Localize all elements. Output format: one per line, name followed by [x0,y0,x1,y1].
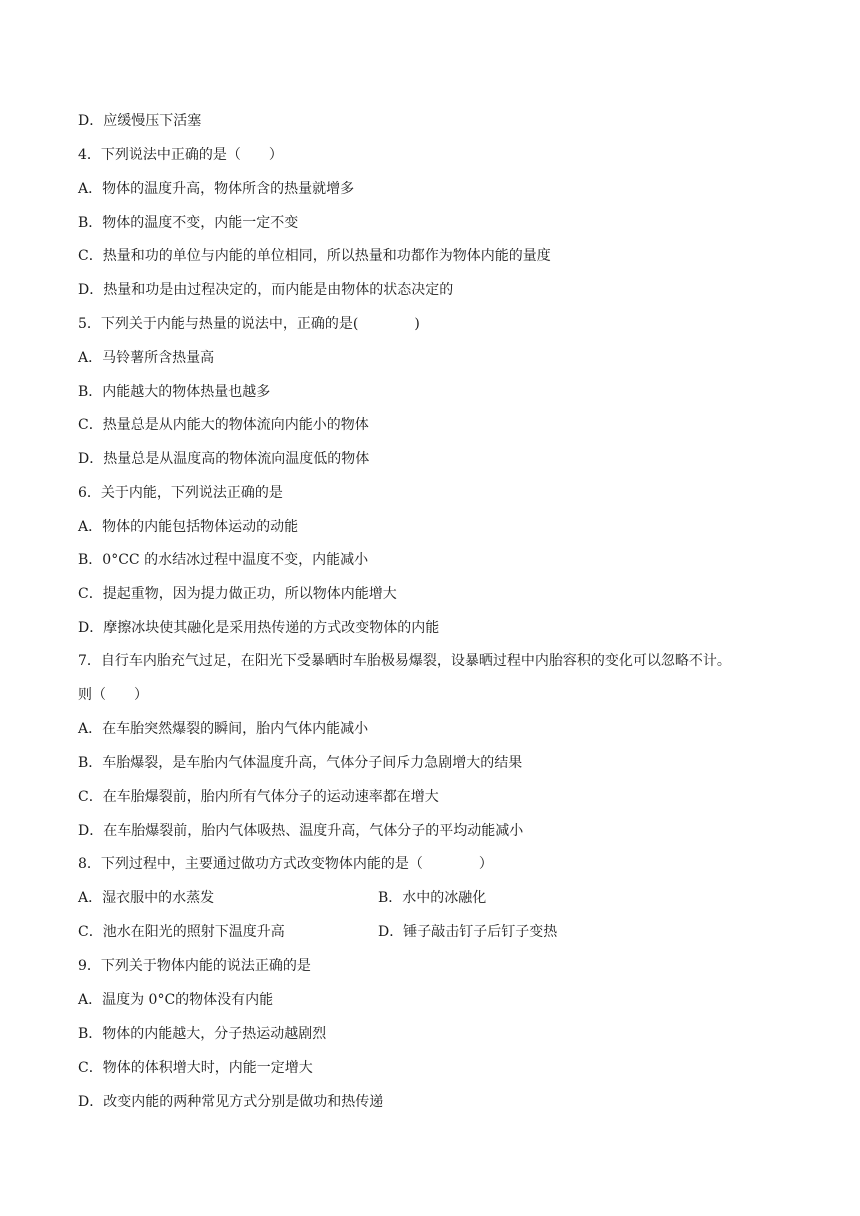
q4-stem: 4．下列说法中正确的是（ ） [78,147,283,163]
q5-stem: 5．下列关于内能与热量的说法中，正确的是( ) [78,316,420,332]
q6-option-c: C．提起重物，因为提力做正功，所以物体内能增大 [78,586,397,602]
q8-option-d: D．锤子敲击钉子后钉子变热 [378,924,558,940]
q9-stem: 9．下列关于物体内能的说法正确的是 [78,958,311,974]
q6-option-a: A．物体的内能包括物体运动的动能 [78,519,299,535]
q9-option-a: A．温度为 0°C的物体没有内能 [78,992,274,1008]
q8-option-c: C．池水在阳光的照射下温度升高 [78,924,285,940]
q5-option-c: C．热量总是从内能大的物体流向内能小的物体 [78,417,369,433]
q7-option-b: B．车胎爆裂，是车胎内气体温度升高，气体分子间斥力急剧增大的结果 [78,755,523,771]
q9-option-b: B．物体的内能越大，分子热运动越剧烈 [78,1026,327,1042]
q7-stem-line1: 7．自行车内胎充气过足，在阳光下受暴晒时车胎极易爆裂，设暴晒过程中内胎容积的变化可以忽略不计。 [78,653,731,669]
q8-option-a: A．湿衣服中的水蒸发 [78,890,215,906]
q5-option-a: A．马铃薯所含热量高 [78,350,215,366]
q6-option-b: B．0°CC 的水结冰过程中温度不变，内能减小 [78,552,369,568]
q4-option-d: D．热量和功是由过程决定的，而内能是由物体的状态决定的 [78,282,454,298]
q7-option-d: D．在车胎爆裂前，胎内气体吸热、温度升高，气体分子的平均动能减小 [78,823,524,839]
q6-option-d: D．摩擦冰块使其融化是采用热传递的方式改变物体的内能 [78,620,440,636]
q9-option-c: C．物体的体积增大时，内能一定增大 [78,1060,313,1076]
q7-option-c: C．在车胎爆裂前，胎内所有气体分子的运动速率都在增大 [78,789,439,805]
q4-option-b: B．物体的温度不变，内能一定不变 [78,215,299,231]
q6-stem: 6．关于内能，下列说法正确的是 [78,485,283,501]
q7-stem-line2: 则（ ） [78,687,148,703]
q5-option-d: D．热量总是从温度高的物体流向温度低的物体 [78,451,370,467]
q4-option-c: C．热量和功的单位与内能的单位相同，所以热量和功都作为物体内能的量度 [78,248,551,264]
q9-option-d: D．改变内能的两种常见方式分别是做功和热传递 [78,1094,384,1110]
q4-option-a: A．物体的温度升高，物体所含的热量就增多 [78,181,355,197]
q5-option-b: B．内能越大的物体热量也越多 [78,384,271,400]
q7-option-a: A．在车胎突然爆裂的瞬间，胎内气体内能减小 [78,721,369,737]
q3-option-d: D．应缓慢压下活塞 [78,113,202,129]
q8-stem: 8．下列过程中，主要通过做功方式改变物体内能的是（ ） [78,856,493,872]
q8-option-b: B．水中的冰融化 [378,890,487,906]
